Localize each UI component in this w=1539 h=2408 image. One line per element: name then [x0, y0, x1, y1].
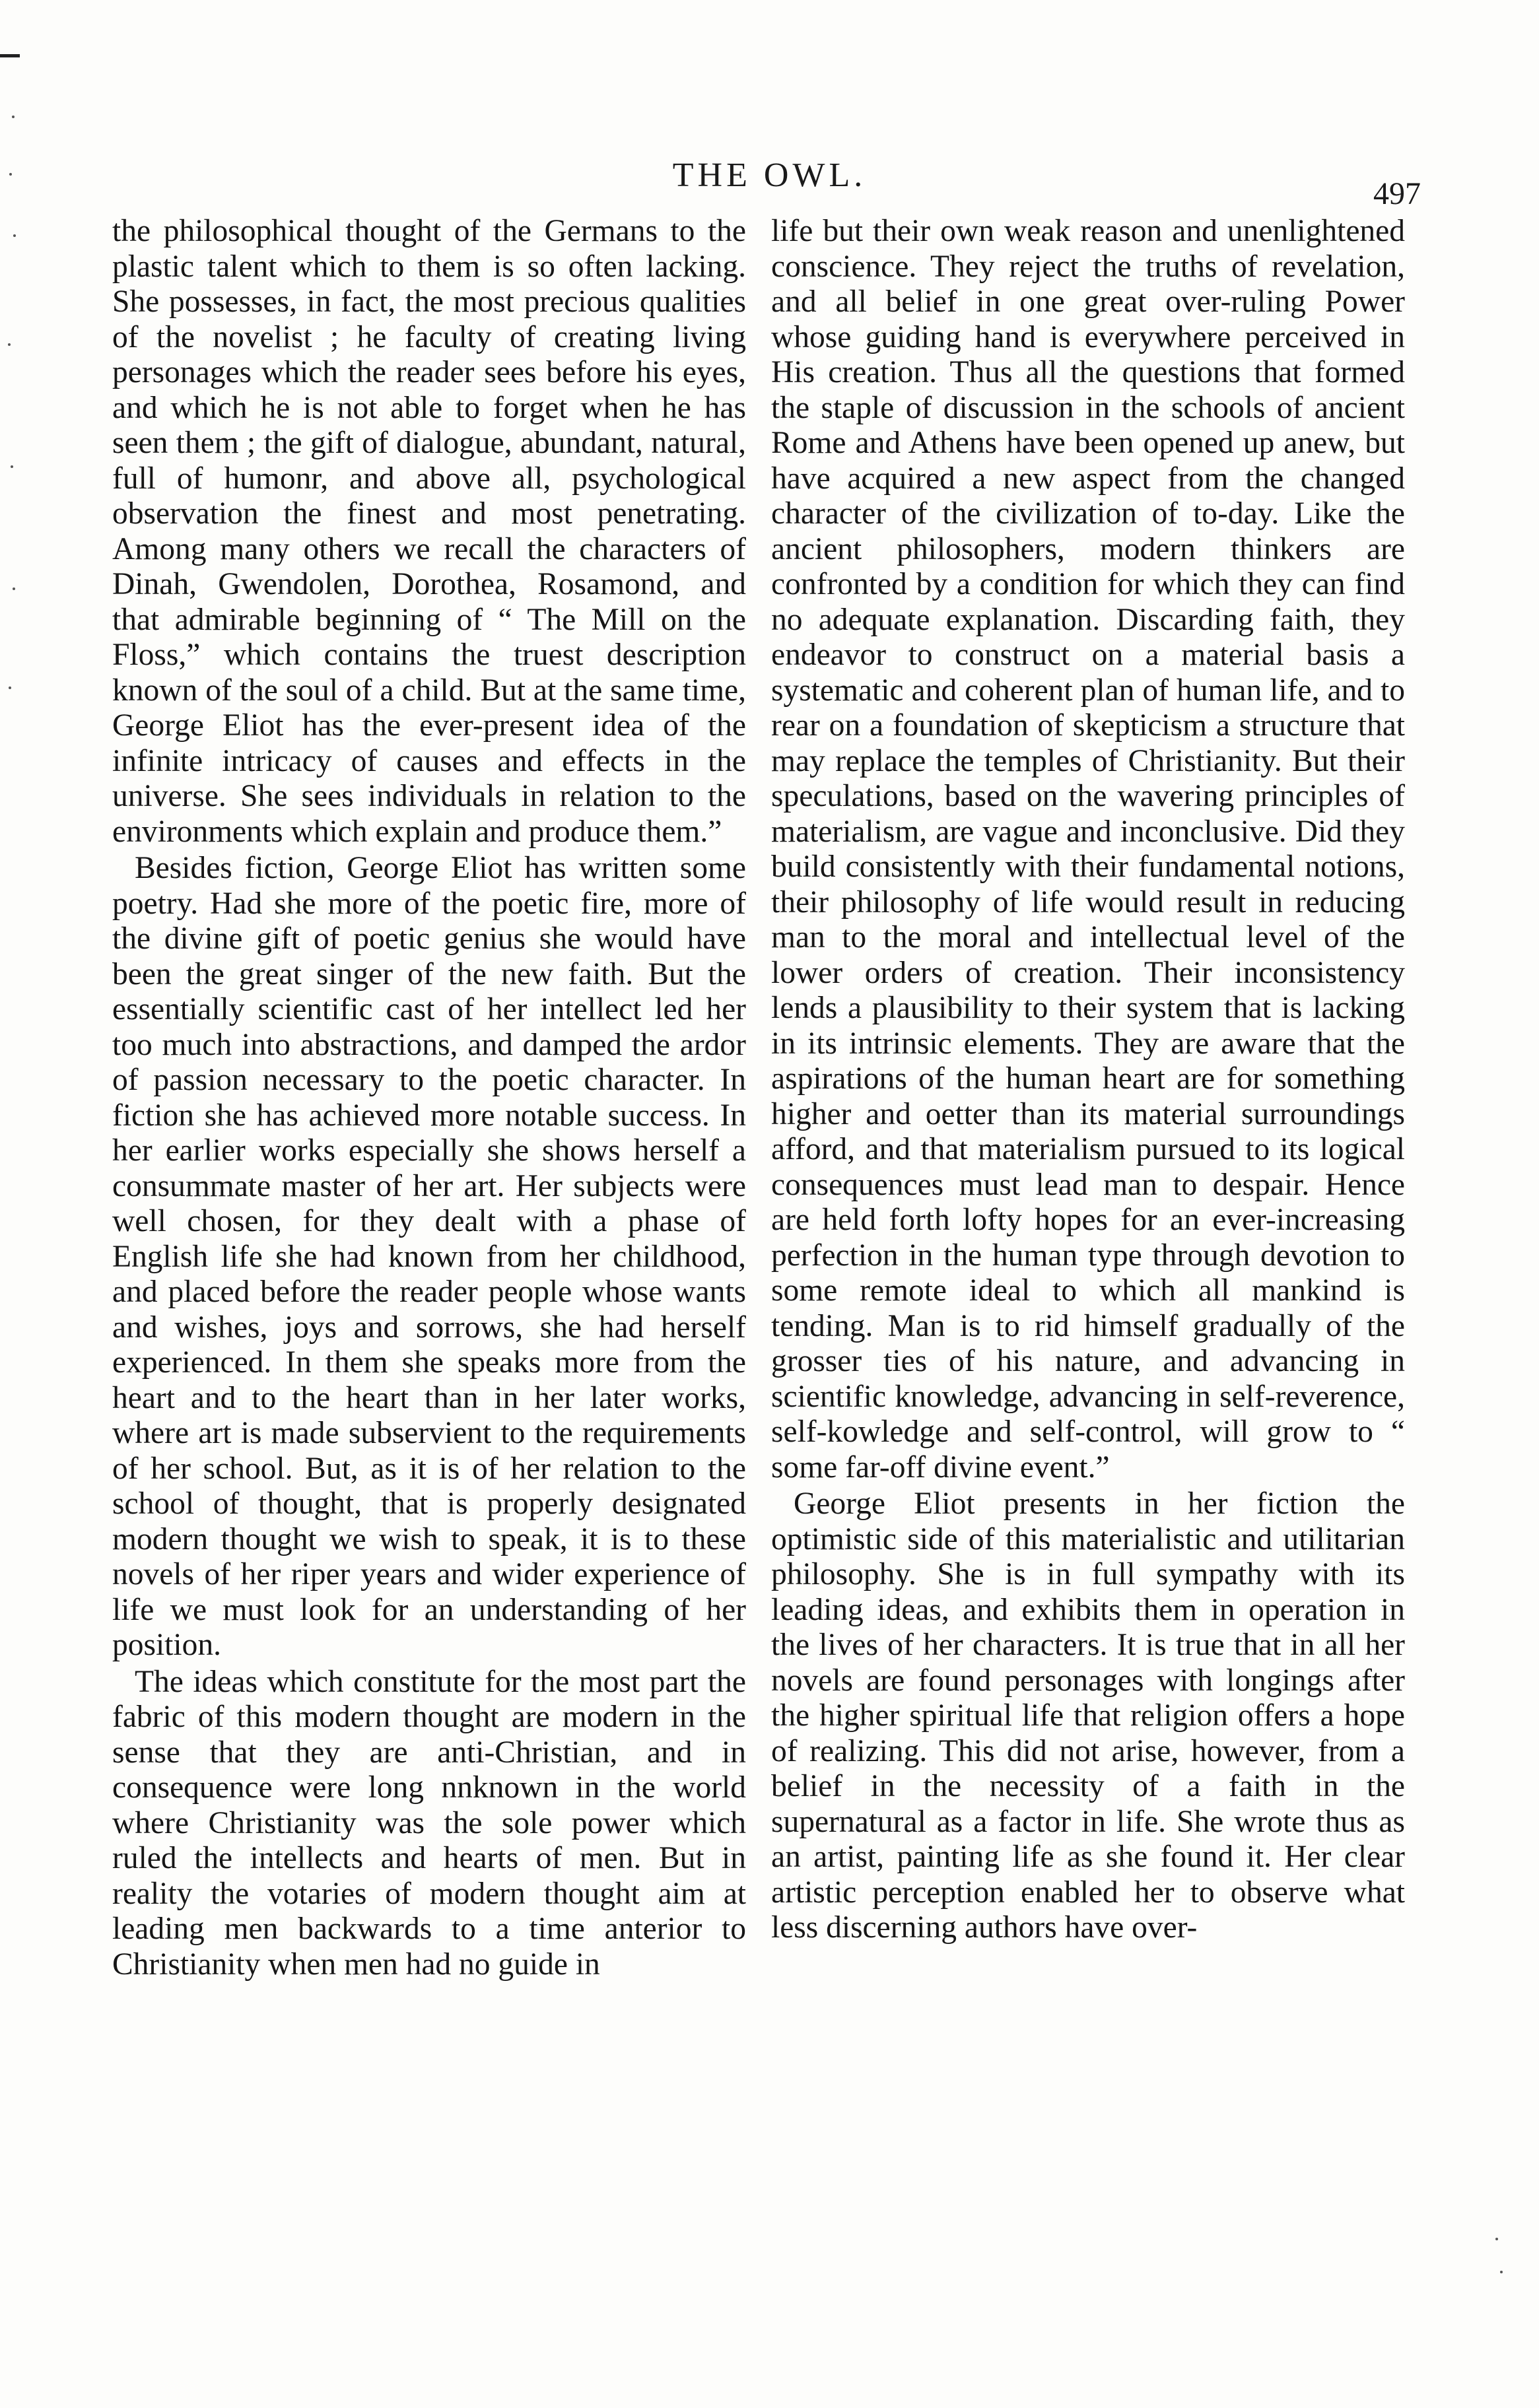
- scan-speck: [1500, 2271, 1503, 2273]
- paragraph: The ideas which constitute for the most part the fabric of this modern thought are modern in the sense that they are anti-Christian, and in consequence were long nnknown in the world where Christianity was the sole power which ruled the intellects and hearts of men. But in reality the votaries of modern thought aim at leading men backwards to a time anterior to Christianity when men had no guide in: [112, 1664, 746, 1982]
- left-edge-mark: [0, 54, 20, 57]
- paragraph: the philosophical thought of the Germans to the plastic talent which to them is so often lacking. She possesses, in fact, the most precious qualities of the novelist ; he faculty of creating living personages which the reader sees before his eyes, and which he is not able to forget when he has seen them ; the gift of dialogue, abundant, natural, full of humonr, and above all, psychological observation the finest and most penetrating. Among many others we recall the characters of Dinah, Gwendolen, Dorothea, Rosamond, and that admirable beginning of “ The Mill on the Floss,” which contains the truest description known of the soul of a child. But at the same time, George Eliot has the ever-present idea of the infinite intricacy of causes and effects in the universe. She sees individuals in relation to the environments which explain and produce them.”: [112, 214, 746, 849]
- paragraph: Besides fiction, George Eliot has written some poetry. Had she more of the poetic fire, more of the divine gift of poetic genius she would have been the great singer of the new faith. But the essentially scientific cast of her intellect led her too much into abstractions, and damped the ardor of passion necessary to the poetic character. In fiction she has achieved more notable success. In her earlier works especially she shows herself a consummate master of her art. Her subjects were well chosen, for they dealt with a phase of English life she had known from her childhood, and placed before the reader people whose wants and wishes, joys and sorrows, she had herself experienced. In them she speaks more from the heart and to the heart than in her later works, where art is made subservient to the requirements of her school. But, as it is of her relation to the school of thought, that is properly designated modern thought we wish to speak, it is to these novels of her riper years and wider experience of life we must look for an understanding of her position.: [112, 851, 746, 1662]
- paragraph: George Eliot presents in her fiction the optimistic side of this materialistic and utilitarian philosophy. She is in full sympathy with its leading ideas, and exhibits them in operation in the lives of her characters. It is true that in all her novels are found personages with longings after the higher spiritual life that religion offers a hope of realizing. This did not arise, however, from a belief in the necessity of a faith in the supernatural as a factor in life. She wrote thus as an artist, painting life as she found it. Her clear artistic perception enabled her to observe what less discerning authors have over-: [771, 1487, 1405, 1945]
- paragraph: life but their own weak reason and unenlightened conscience. They reject the truths of revelation, and all belief in one great over-ruling Power whose guiding hand is everywhere perceived in His creation. Thus all the questions that formed the staple of discussion in the schools of ancient Rome and Athens have been opened up anew, but have acquired a new aspect from the changed character of the civilization of to-day. Like the ancient philosophers, modern thinkers are confronted by a condition for which they can find no adequate explanation. Discarding faith, they endeavor to construct on a material basis a systematic and coherent plan of human life, and to rear on a foundation of skepticism a structure that may replace the temples of Christianity. But their speculations, based on the wavering principles of materialism, are vague and inconclusive. Did they build consistently with their fundamental notions, their philosophy of life would result in reducing man to the moral and intellectual level of the lower orders of creation. Their inconsistency lends a plausibility to their system that is lacking in its intrinsic elements. They are aware that the aspirations of the human heart are for something higher and oetter than its material surroundings afford, and that materialism pursued to its logical consequences must lead man to despair. Hence are held forth lofty hopes for an ever-increasing perfection in the human type through devotion to some remote ideal to which all mankind is tending. Man is to rid himself gradually of the grosser ties of his nature, and advancing in scientific knowledge, advancing in self-reverence, self-kowledge and self-control, will grow to “ some far-off divine event.”: [771, 214, 1405, 1485]
- left-column: [112, 214, 746, 1982]
- page-number: 497: [1373, 176, 1421, 211]
- scan-speck: [8, 343, 11, 346]
- scan-speck: [11, 465, 13, 468]
- scan-speck: [13, 587, 15, 590]
- scan-speck: [13, 234, 16, 237]
- scan-speck: [9, 686, 11, 689]
- scan-speck: [12, 116, 15, 118]
- scan-speck: [1495, 2238, 1498, 2240]
- running-head-title: THE OWL.: [672, 156, 867, 194]
- right-column: [771, 214, 1405, 1946]
